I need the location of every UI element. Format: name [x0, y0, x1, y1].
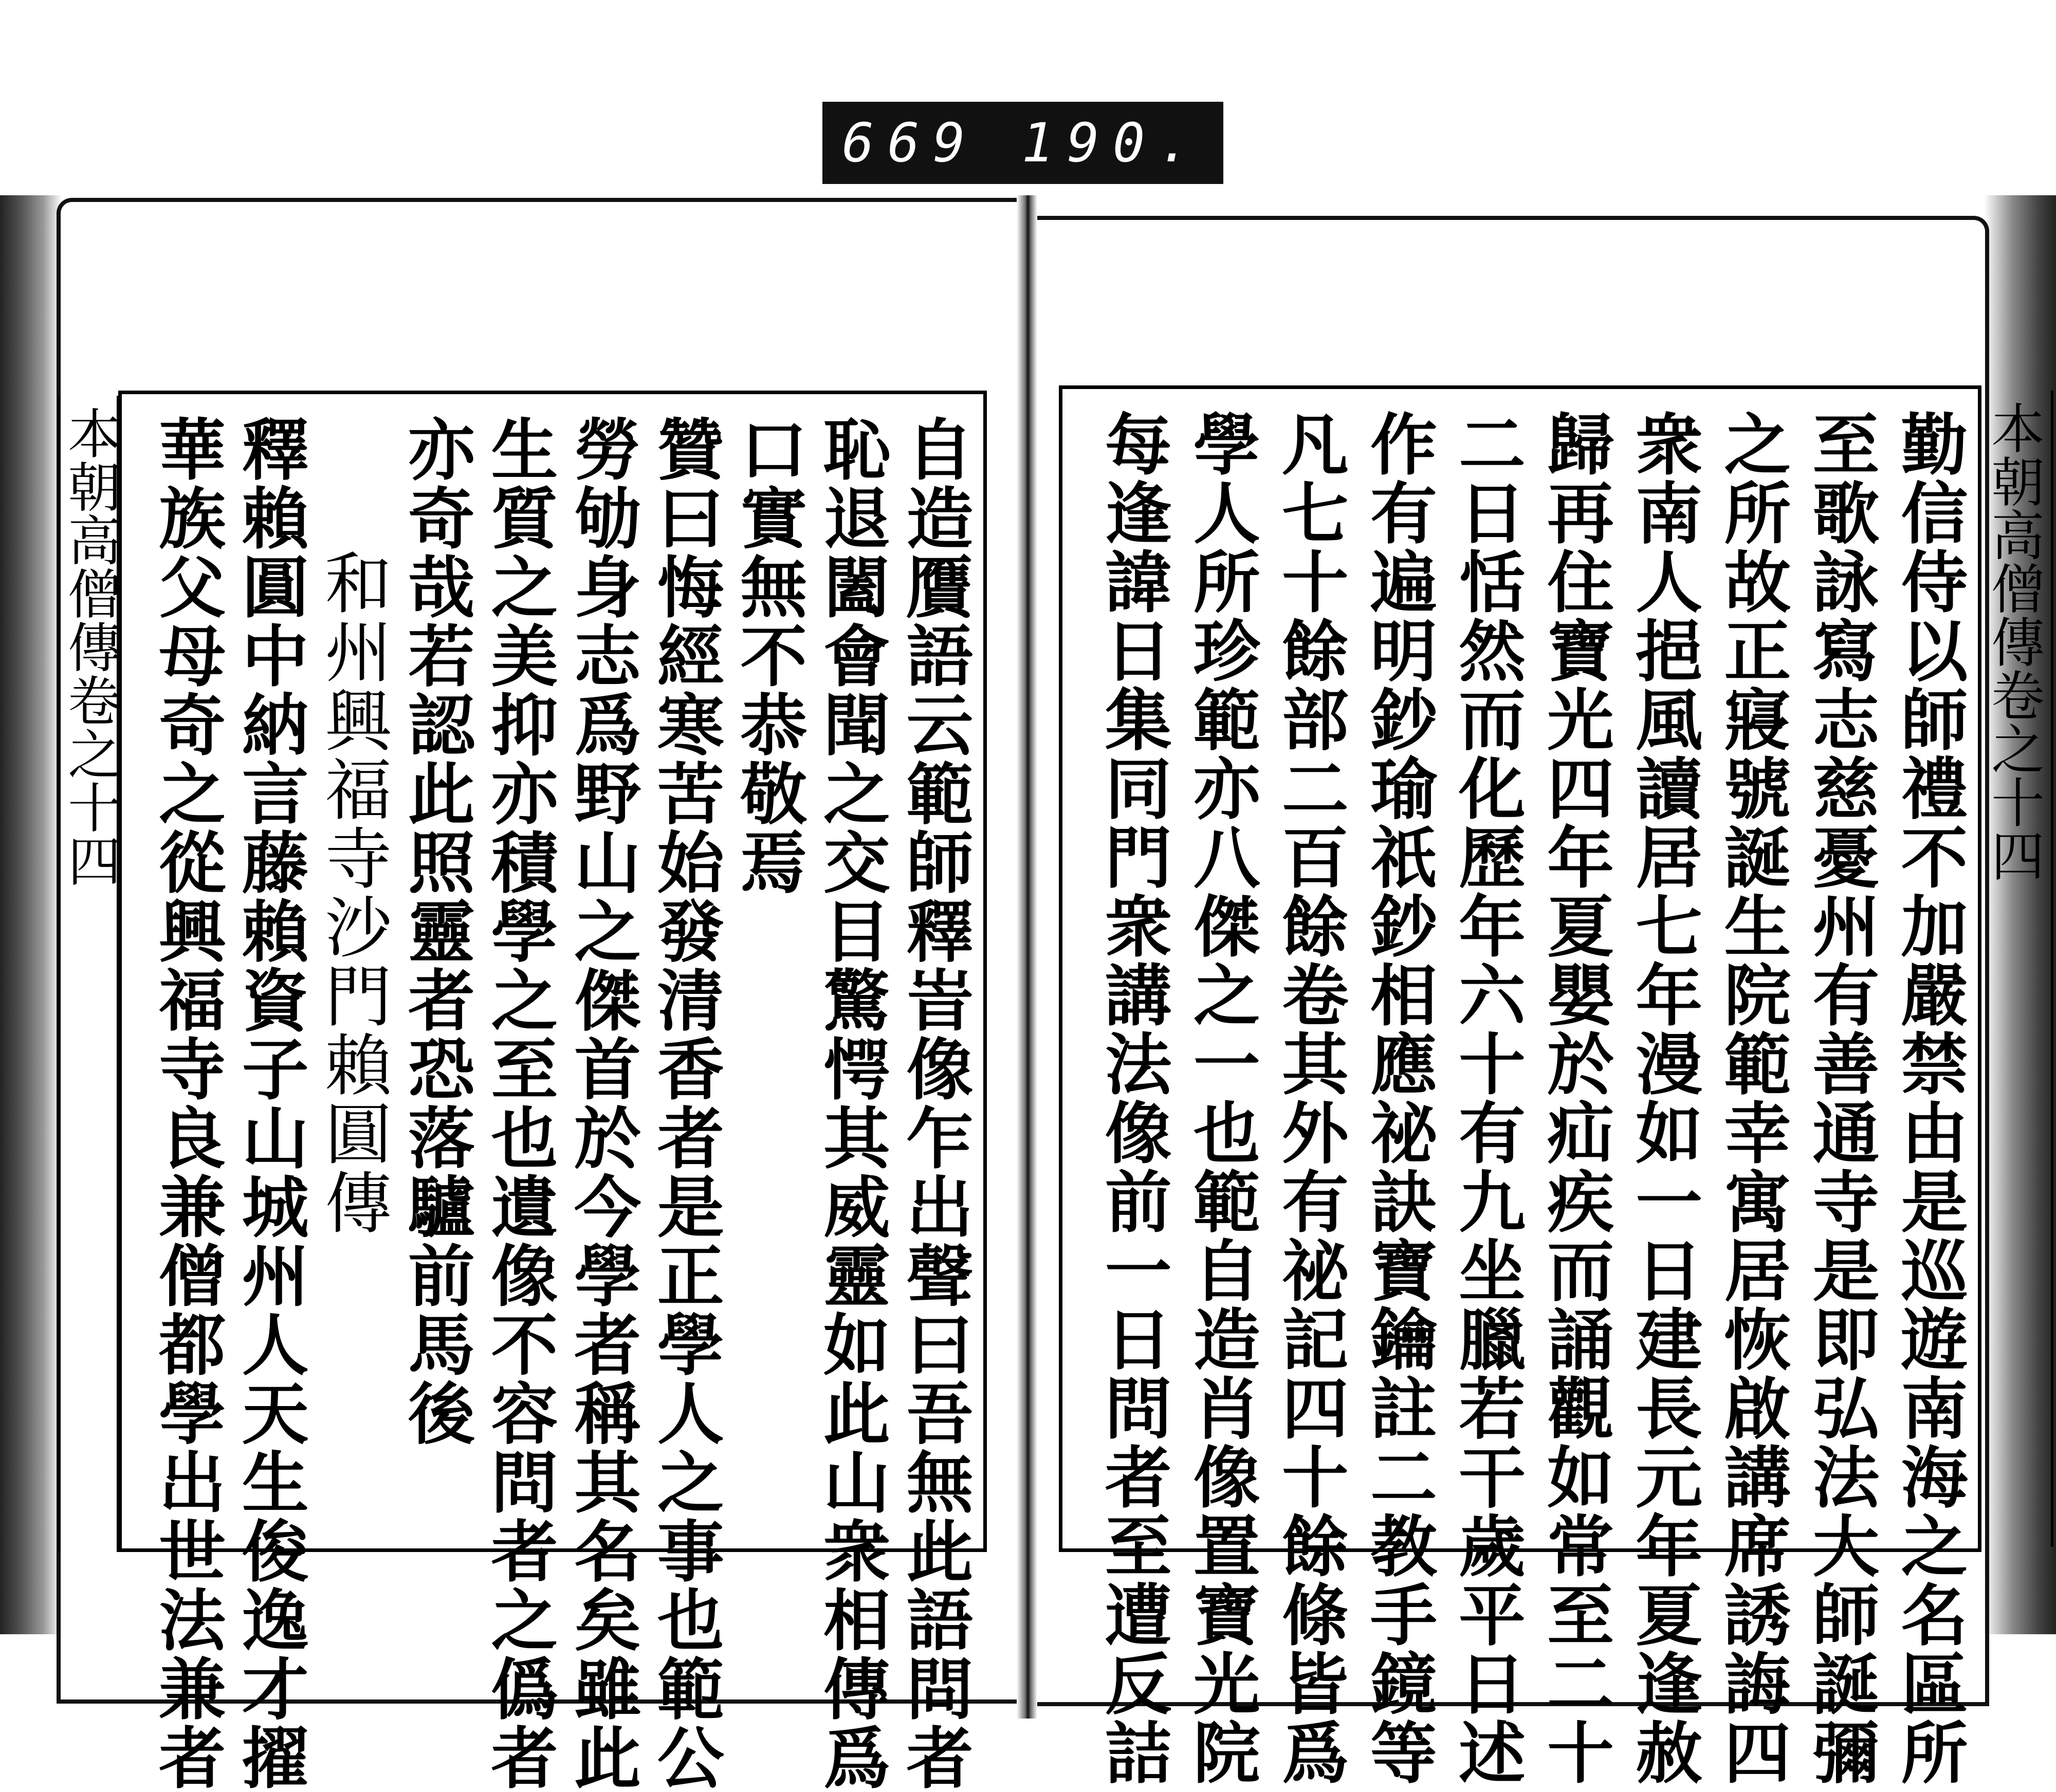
text-column: 生質之美抑亦積學之至也遺像不容問者之僞者 [480, 415, 559, 1792]
text-column: 每逢諱日集同門衆講法像前一日問者至遭反詰 [1094, 410, 1173, 1787]
film-number-reel: 669 [842, 112, 979, 174]
film-number-frame: 190. [1021, 112, 1204, 174]
text-column: 學人所珍範亦八傑之一也範自造肖像置寶光院 [1182, 410, 1261, 1787]
text-column: 勤信侍以師禮不加嚴禁由是巡遊南海之名區所 [1890, 410, 1969, 1787]
text-column: 華族父母奇之從興福寺良兼僧都學出世法兼者 [148, 415, 227, 1792]
film-number-label [822, 102, 1223, 184]
left-page-text-frame [118, 391, 987, 1792]
text-column: 口實無不恭敬焉 [729, 415, 808, 897]
left-margin-header: 本朝高僧傳卷之十四 [59, 406, 121, 887]
text-column: 衆南人挹風讀居七年漫如一日建長元年夏逢赦 [1624, 410, 1703, 1787]
right-page-text-frame [1059, 385, 1981, 1787]
text-column: 二日恬然而化歷年六十有九坐臘若干歲平日述 [1447, 410, 1527, 1787]
right-page-columns [1062, 389, 1978, 1787]
text-column: 作有遍明鈔瑜祇鈔相應祕訣寶鑰註二教手鏡等 [1359, 410, 1438, 1787]
text-column: 至歌詠寫志慈憂州有善通寺是即弘法大師誕彌 [1801, 410, 1880, 1787]
right-margin-header: 本朝高僧傳卷之十四 [1982, 401, 2045, 882]
text-column: 凡七十餘部二百餘卷其外有祕記四十餘條皆爲 [1271, 410, 1350, 1787]
biography-title: 和州興福寺沙門賴圓傳 [314, 548, 392, 1237]
text-column: 恥退闔會聞之交目驚愕其威靈如此山衆相傳爲 [812, 415, 891, 1792]
text-column: 贊曰悔經寒苦始發清香者是正學人之事也範公 [646, 415, 725, 1792]
left-page-margin [58, 396, 119, 1552]
film-edge-left [0, 195, 62, 1634]
text-column: 自造贋語云範師釋峕像乍出聲曰吾無此語問者 [895, 415, 974, 1792]
text-column: 之所故正寢號誕生院範幸寓居恢啟講席誘誨四 [1713, 410, 1792, 1787]
left-page-columns [122, 394, 983, 1792]
text-column: 勞劬身志爲野山之傑首於今學者稱其名矣雖此 [563, 415, 642, 1792]
right-page-margin [1981, 391, 2053, 1547]
text-column: 亦奇哉若認此照靈者恐落驢前馬後 [397, 415, 476, 1448]
text-column: 歸再住寶光四年夏嬰於疝疾而誦觀如常至二十 [1536, 410, 1615, 1787]
book-spine [1017, 195, 1037, 1719]
text-column: 釋賴圓中納言藤賴資子山城州人天生俊逸才擢 [231, 415, 310, 1792]
